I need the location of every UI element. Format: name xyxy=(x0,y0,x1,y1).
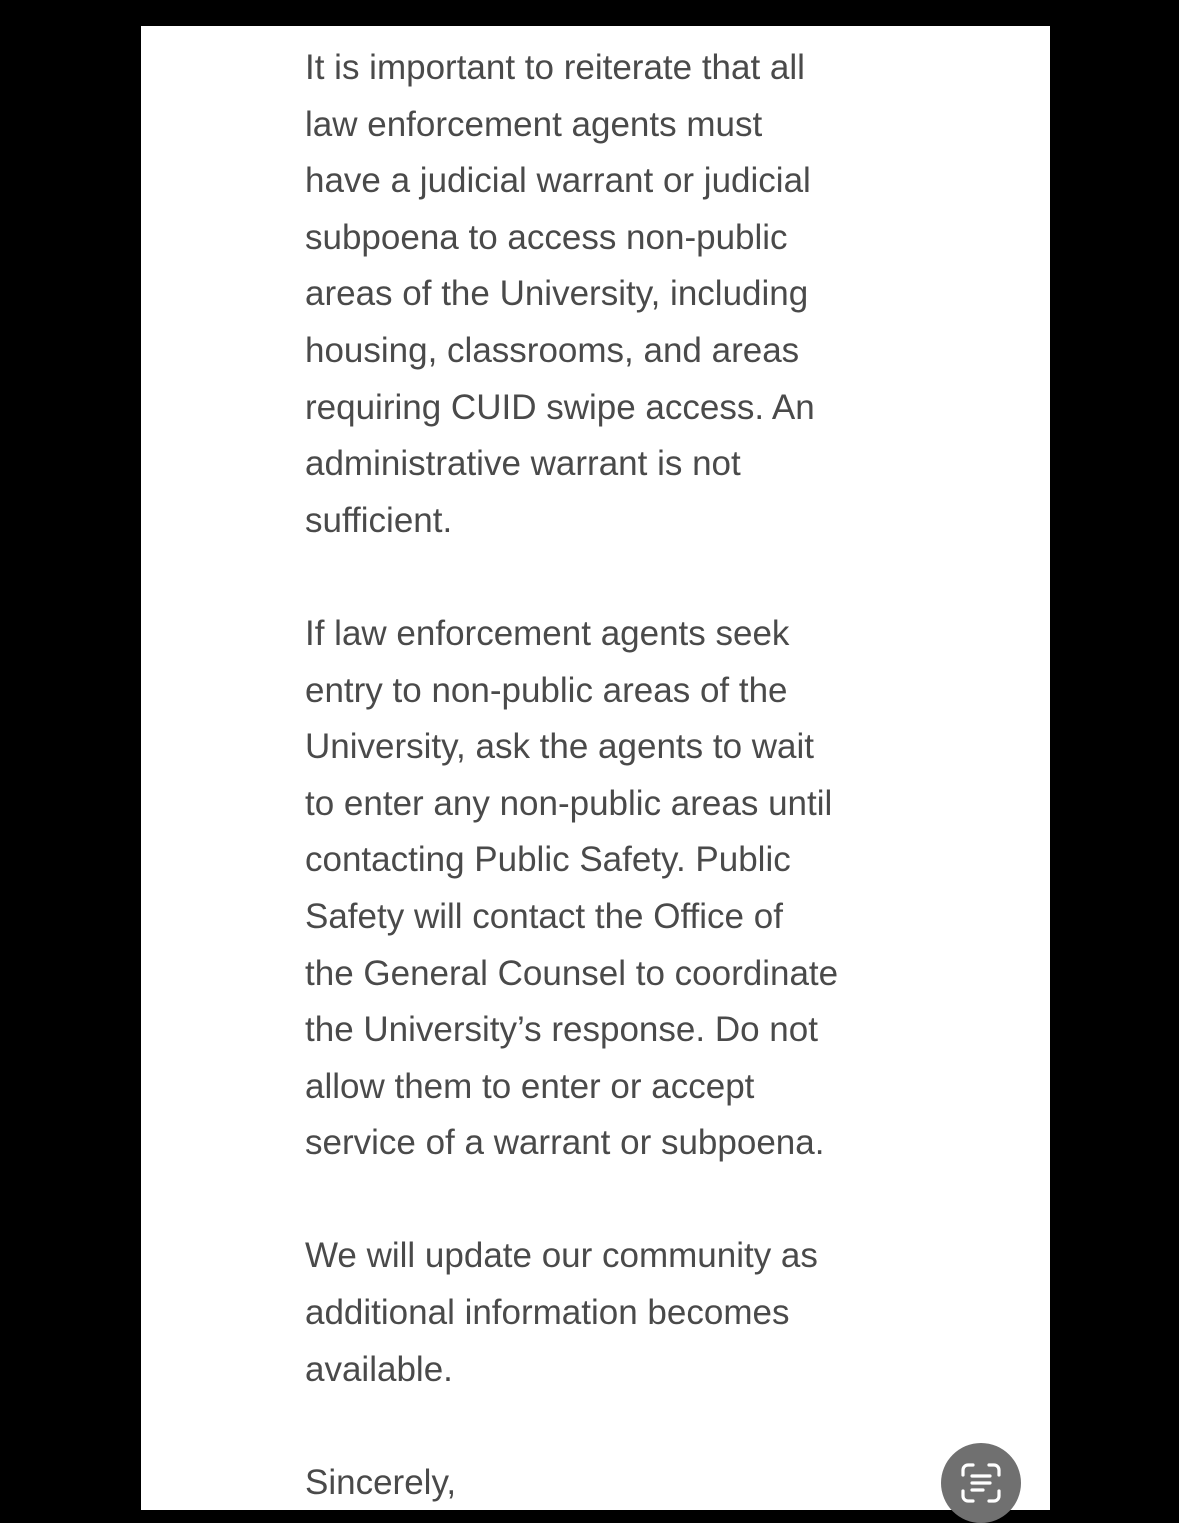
live-text-button[interactable] xyxy=(941,1443,1021,1523)
closing-signoff: Sincerely, xyxy=(305,1462,457,1502)
paragraph-community-update: We will update our community as additional information becomes available. xyxy=(305,1236,818,1389)
paragraph-warrant-requirement: It is important to reiterate that all law enforcement agents must have a judicial warrant or judicial subpoena to access non-public areas of the University, including housing, classrooms, and areas requiring CUID swipe access. An administrative warrant is not sufficient. xyxy=(305,48,815,540)
email-page xyxy=(141,26,1050,1510)
email-body xyxy=(305,40,905,1510)
live-text-icon xyxy=(959,1461,1003,1505)
paragraph-entry-procedure: If law enforcement agents seek entry to non-public areas of the University, ask the agents to wait to enter any non-public areas until contacting Public Safety. Public Safety will contact the Office of the General Counsel to coordinate the University’s response. Do not allow them to enter or accept service of a warrant or subpoena. xyxy=(305,613,839,1163)
